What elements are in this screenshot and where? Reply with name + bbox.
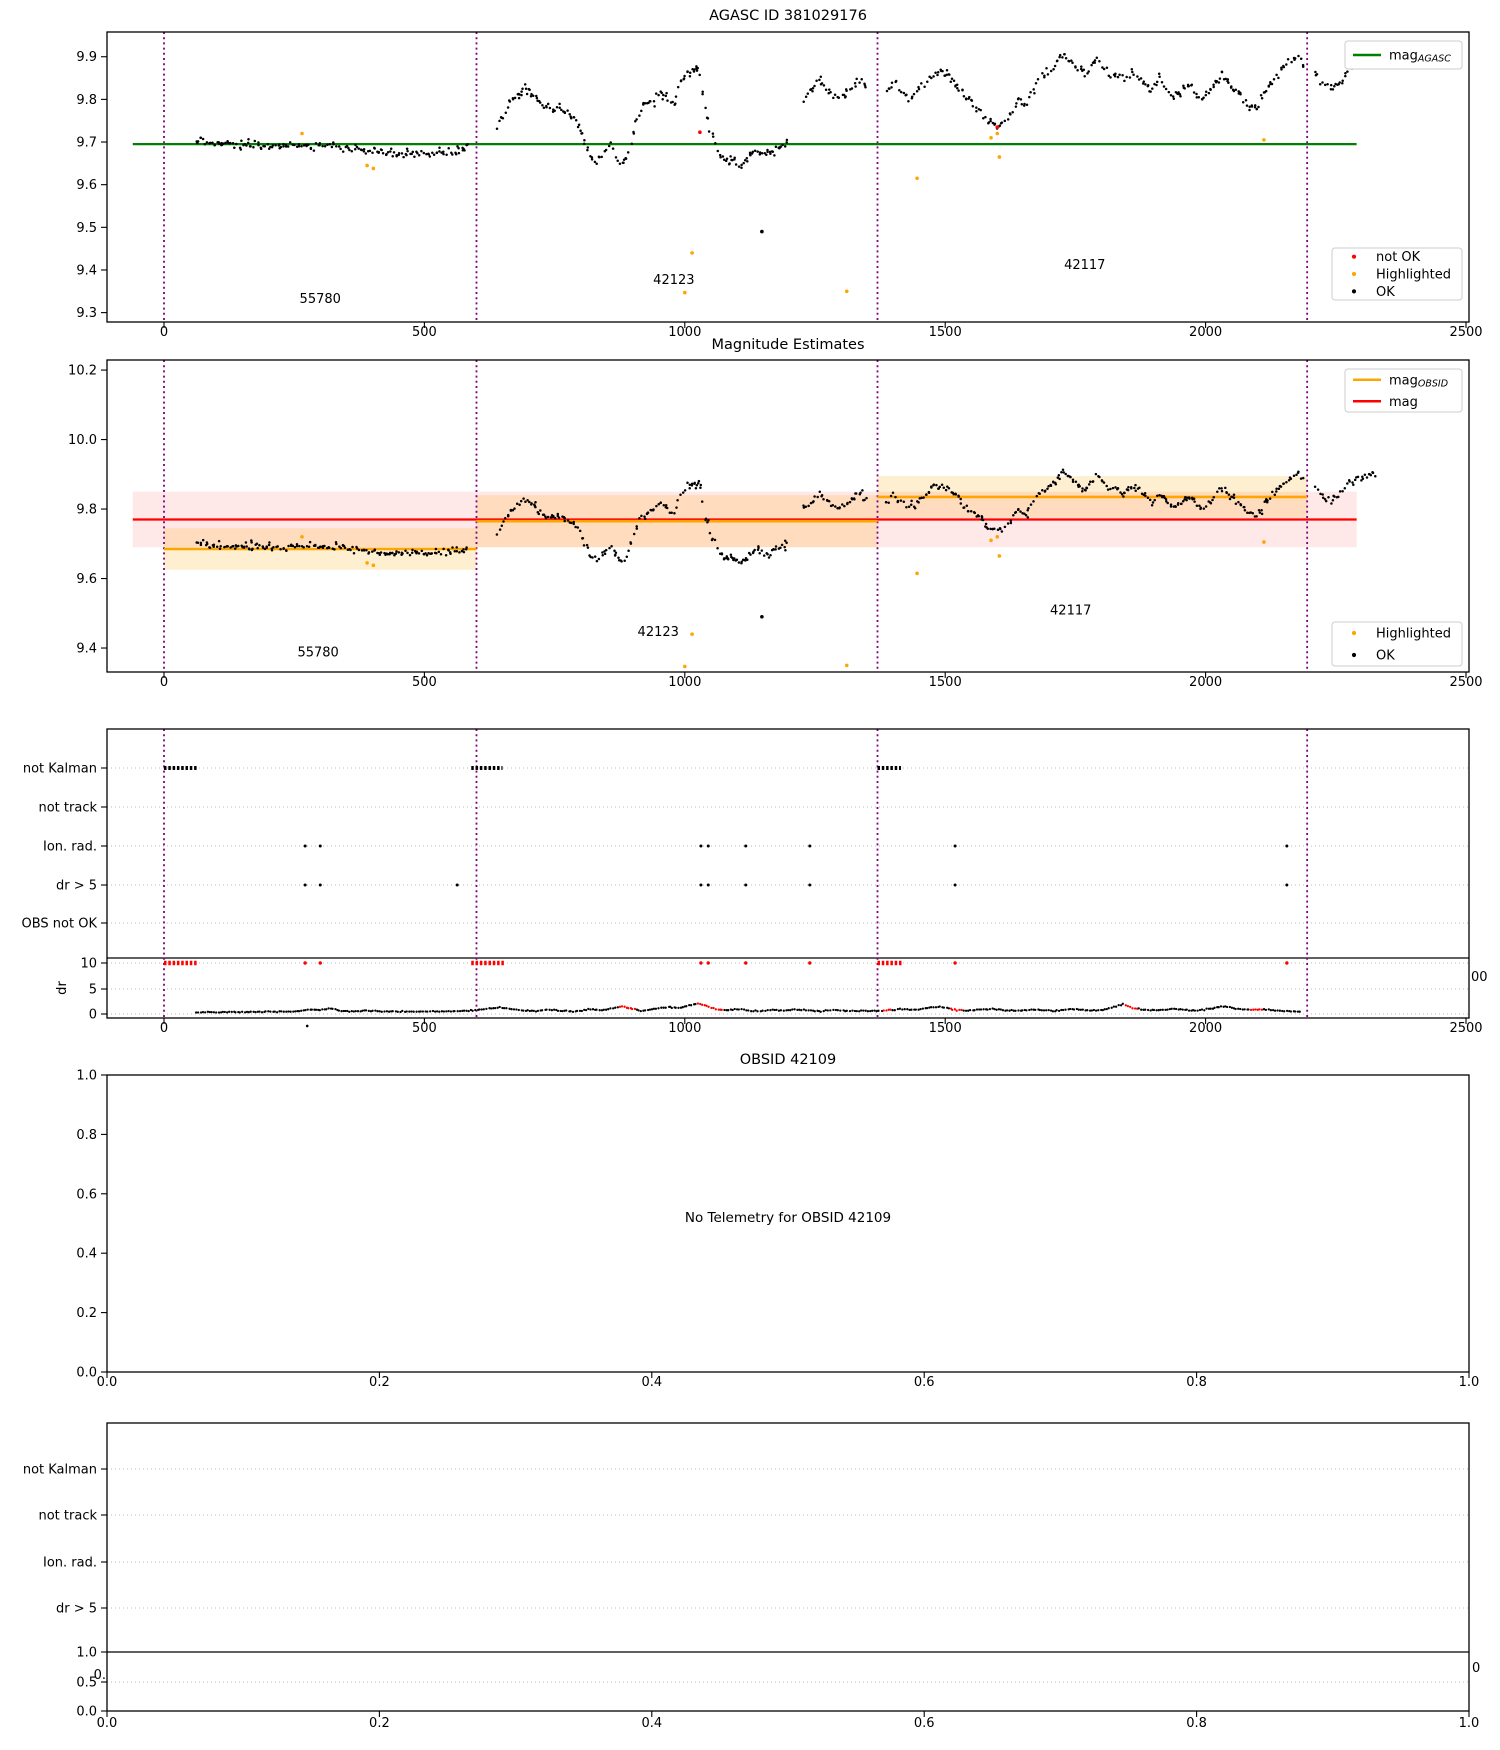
plot4-title: OBSID 42109 bbox=[739, 1052, 837, 1068]
x-tick-label: 0.0 bbox=[96, 1375, 118, 1390]
legend-marker-sample bbox=[1352, 272, 1356, 276]
dr-gt5-flag bbox=[1285, 884, 1288, 887]
legend-label: not OK bbox=[1376, 250, 1421, 266]
y-tick-label: 0.6 bbox=[76, 1187, 97, 1203]
x-tick-label: 2500 bbox=[1449, 1021, 1483, 1036]
dr-gt5-flag bbox=[304, 884, 307, 887]
y-tick-label: 9.7 bbox=[76, 135, 97, 151]
highlighted-point bbox=[690, 251, 694, 255]
dr-gt5-flag bbox=[954, 884, 957, 887]
x-tick-label: 2000 bbox=[1189, 675, 1223, 690]
flag-row-label: not Kalman bbox=[22, 761, 97, 777]
clipped-tick-label: 00 bbox=[1471, 970, 1488, 985]
dr-gt5-flag bbox=[808, 884, 811, 887]
legend-label: OK bbox=[1376, 284, 1395, 300]
x-tick-label: 500 bbox=[411, 325, 437, 340]
dr-clipped-red-point bbox=[953, 961, 956, 964]
x-tick-label: 0.2 bbox=[369, 1375, 390, 1390]
x-tick-label: 2500 bbox=[1449, 675, 1483, 690]
x-tick-label: 0.4 bbox=[641, 1716, 663, 1731]
clipped-tick-label: 0 bbox=[1472, 1661, 1481, 1676]
axes-spines bbox=[107, 32, 1469, 322]
plot2-title: Magnitude Estimates bbox=[711, 337, 865, 353]
flag-row-label: not track bbox=[38, 1508, 97, 1524]
highlighted-point bbox=[690, 632, 694, 636]
highlighted-point bbox=[845, 664, 849, 668]
highlighted-point bbox=[995, 535, 999, 539]
ok-point bbox=[760, 615, 764, 619]
legend-label: magAGASC bbox=[1389, 48, 1451, 65]
highlighted-point bbox=[845, 289, 849, 293]
legend-label: Highlighted bbox=[1376, 626, 1451, 642]
dr-clipped-red-point bbox=[808, 961, 811, 964]
dr-gt5-flag bbox=[699, 884, 702, 887]
dr-tick-label: 5 bbox=[88, 982, 97, 998]
obsid-annotation: 55780 bbox=[297, 645, 339, 661]
dr-gt5-flag bbox=[319, 884, 322, 887]
highlighted-point bbox=[372, 167, 376, 171]
dr-tick-label: 0 bbox=[88, 1007, 97, 1023]
dr-tick-label: 0.5 bbox=[76, 1675, 97, 1691]
not-ok-point bbox=[698, 130, 702, 134]
flag-row-label: dr > 5 bbox=[55, 1601, 97, 1617]
flag-row-label: dr > 5 bbox=[55, 878, 97, 894]
no-telemetry-message: No Telemetry for OBSID 42109 bbox=[684, 1210, 892, 1226]
highlighted-point bbox=[989, 136, 993, 140]
highlighted-point bbox=[365, 164, 369, 168]
legend-label: magOBSID bbox=[1389, 373, 1449, 390]
y-tick-label: 9.9 bbox=[76, 50, 97, 66]
x-tick-label: 0 bbox=[159, 675, 169, 690]
dr-tick-label: 0.0 bbox=[76, 1704, 97, 1720]
flag-row-label: Ion. rad. bbox=[43, 839, 97, 855]
ion-rad-flag bbox=[744, 845, 747, 848]
y-tick-label: 9.8 bbox=[76, 502, 97, 518]
x-tick-label: 0 bbox=[159, 1021, 169, 1036]
dr-gt5-flag bbox=[744, 884, 747, 887]
y-tick-label: 9.6 bbox=[76, 178, 97, 194]
x-tick-label: 0.8 bbox=[1186, 1375, 1207, 1390]
obsid-annotation: 42117 bbox=[1050, 603, 1092, 619]
x-tick-label: 0.6 bbox=[913, 1375, 935, 1390]
plot-telemetry-flags bbox=[22, 729, 1488, 1036]
x-tick-label: 0.6 bbox=[913, 1716, 935, 1731]
highlighted-point bbox=[998, 554, 1002, 558]
x-tick-label: 500 bbox=[411, 1021, 437, 1036]
obsid-annotation: 42123 bbox=[637, 625, 679, 641]
dr-outlier bbox=[306, 1025, 309, 1028]
y-tick-label: 0.0 bbox=[76, 1365, 97, 1381]
x-tick-label: 1.0 bbox=[1458, 1716, 1480, 1731]
x-tick-label: 0 bbox=[159, 325, 169, 340]
highlighted-point bbox=[915, 176, 919, 180]
dr-clipped-red-point bbox=[1285, 961, 1288, 964]
ion-rad-flag bbox=[954, 845, 957, 848]
dr-tick-label: 1.0 bbox=[76, 1645, 97, 1661]
highlighted-point bbox=[683, 665, 687, 669]
x-tick-label: 1500 bbox=[928, 1021, 962, 1036]
dr-clipped-red-point bbox=[744, 961, 747, 964]
y-tick-label: 0.4 bbox=[76, 1246, 97, 1262]
obsid-annotation: 42117 bbox=[1064, 258, 1106, 274]
y-tick-label: 0.8 bbox=[76, 1127, 97, 1143]
x-tick-label: 0.2 bbox=[369, 1716, 390, 1731]
highlighted-point bbox=[365, 561, 369, 565]
y-tick-label: 10.0 bbox=[68, 433, 97, 449]
ion-rad-flag bbox=[699, 845, 702, 848]
ok-point bbox=[760, 230, 764, 234]
plot1-title: AGASC ID 381029176 bbox=[709, 8, 867, 24]
highlighted-point bbox=[1262, 540, 1266, 544]
y-tick-label: 9.4 bbox=[76, 641, 97, 657]
obsid-annotation: 55780 bbox=[299, 292, 341, 308]
axes-spines bbox=[107, 1423, 1469, 1711]
y-tick-label: 10.2 bbox=[68, 363, 97, 379]
y-tick-label: 9.5 bbox=[76, 220, 97, 236]
flag-row-label: not track bbox=[38, 800, 97, 816]
x-tick-label: 2000 bbox=[1189, 1021, 1223, 1036]
highlighted-point bbox=[300, 535, 304, 539]
axes-spines bbox=[107, 729, 1469, 1018]
x-tick-label: 2500 bbox=[1449, 325, 1483, 340]
dr-clipped-red-point bbox=[699, 961, 702, 964]
ion-rad-flag bbox=[707, 845, 710, 848]
x-tick-label: 1500 bbox=[928, 675, 962, 690]
plot-magnitude-estimates bbox=[68, 337, 1483, 690]
highlighted-point bbox=[300, 132, 304, 136]
highlighted-point bbox=[998, 155, 1002, 159]
plot-obsid-42109 bbox=[76, 1052, 1479, 1390]
x-tick-label: 1.0 bbox=[1458, 1375, 1480, 1390]
x-tick-label: 1000 bbox=[668, 675, 702, 690]
dr-gt5-flag bbox=[456, 884, 459, 887]
highlighted-point bbox=[372, 564, 376, 568]
x-tick-label: 1000 bbox=[668, 325, 702, 340]
dr-clipped-red-point bbox=[707, 961, 710, 964]
dr-tick-label: 10 bbox=[80, 956, 97, 972]
highlighted-point bbox=[683, 291, 687, 295]
dr-axis-label: dr bbox=[55, 981, 70, 995]
x-tick-label: 0.0 bbox=[96, 1716, 118, 1731]
ion-rad-flag bbox=[304, 845, 307, 848]
dr-clipped-red-point bbox=[319, 961, 322, 964]
clipped-tick-label: 0. bbox=[93, 1668, 106, 1683]
highlighted-point bbox=[915, 572, 919, 576]
y-tick-label: 0.2 bbox=[76, 1306, 97, 1322]
ion-rad-flag bbox=[808, 845, 811, 848]
highlighted-point bbox=[1262, 138, 1266, 142]
legend-marker-sample bbox=[1352, 653, 1356, 657]
x-tick-label: 500 bbox=[411, 675, 437, 690]
obsid-annotation: 42123 bbox=[653, 273, 695, 289]
y-tick-label: 9.4 bbox=[76, 263, 97, 279]
plot-mag-vs-agasc bbox=[76, 8, 1482, 340]
x-tick-label: 0.4 bbox=[641, 1375, 663, 1390]
not-ok-point bbox=[995, 125, 999, 129]
dr-gt5-flag bbox=[707, 884, 710, 887]
y-tick-label: 9.6 bbox=[76, 572, 97, 588]
legend-marker-sample bbox=[1352, 255, 1356, 259]
legend-marker-sample bbox=[1352, 631, 1356, 635]
x-tick-label: 1500 bbox=[928, 325, 962, 340]
highlighted-point bbox=[995, 132, 999, 136]
y-tick-label: 9.8 bbox=[76, 92, 97, 108]
y-tick-label: 1.0 bbox=[76, 1068, 97, 1084]
legend-label: mag bbox=[1389, 394, 1418, 410]
x-tick-label: 2000 bbox=[1189, 325, 1223, 340]
ion-rad-flag bbox=[319, 845, 322, 848]
x-tick-label: 1000 bbox=[668, 1021, 702, 1036]
dr-clipped-red-point bbox=[303, 961, 306, 964]
legend-marker-sample bbox=[1352, 289, 1356, 293]
plot-empty-flags bbox=[23, 1423, 1480, 1731]
flag-row-label: not Kalman bbox=[22, 1462, 97, 1478]
legend-label: OK bbox=[1376, 648, 1395, 664]
x-tick-label: 0.8 bbox=[1186, 1716, 1207, 1731]
ion-rad-flag bbox=[1285, 845, 1288, 848]
legend-label: Highlighted bbox=[1376, 267, 1451, 283]
flag-row-label: OBS not OK bbox=[21, 916, 97, 932]
flag-row-label: Ion. rad. bbox=[43, 1555, 97, 1571]
y-tick-label: 9.3 bbox=[76, 306, 97, 322]
highlighted-point bbox=[989, 539, 993, 543]
